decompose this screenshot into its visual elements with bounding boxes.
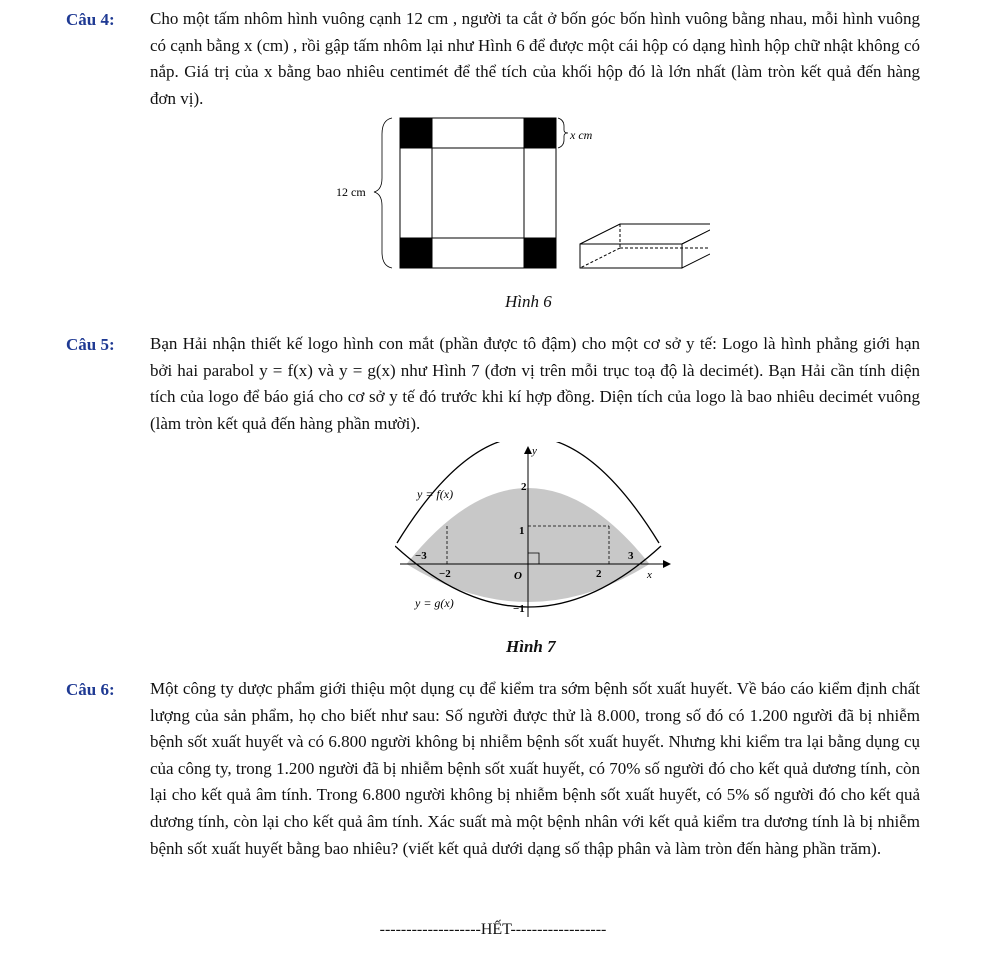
question-6-label: Câu 6:: [66, 680, 115, 699]
figure-7-caption: Hình 7: [506, 637, 556, 656]
question-4-text: Cho một tấm nhôm hình vuông cạnh 12 cm , người ta cắt ở bốn góc bốn hình vuông bằng nhau, mỗi hình vuông có cạnh bằng x (cm) , rồi gập tấm nhôm lại như Hình 6 để được một cái hộp có dạng hình hộp chữ nhật không có nắp. Giá trị của x bằng bao nhiêu centimét để thể tích của khối hộp đó là lớn nhất (làm tròn kết quả đến hàng đơn vị).: [150, 9, 920, 108]
corner-square-tr: [524, 118, 556, 148]
figure-6-caption: Hình 6: [505, 292, 552, 311]
y-axis-label: y: [532, 445, 537, 457]
f-label: y = f(x): [417, 487, 454, 501]
brace-left: [374, 118, 392, 268]
corner-square-bl: [400, 238, 432, 268]
x-axis-label: x: [647, 569, 652, 581]
question-5-text: Bạn Hải nhận thiết kế logo hình con mắt (phần được tô đậm) cho một cơ sở y tế: Logo là hình phẳng giới hạn bởi hai parabol y = f(x) và y = g(x) như Hình 7 (đơn vị trên mỗi trục toạ độ là decimét). Bạn Hải cần tính diện tích của logo để báo giá cho cơ sở y tế đó trước khi kí hợp đồng. Diện tích của logo là bao nhiêu decimét vuông (làm tròn kết quả đến hàng phần mười).: [150, 334, 920, 433]
question-6-text: Một công ty dược phẩm giới thiệu một dụng cụ để kiểm tra sớm bệnh sốt xuất huyết. Về báo cáo kiểm định chất lượng của sản phẩm, họ cho biết như sau: Số người được thử là 8.000, trong số đó có 1.200 người đã bị nhiễm bệnh sốt xuất huyết và có 6.800 người không bị nhiễm bệnh sốt xuất huyết. Nhưng khi kiểm tra lại bằng dụng cụ của công ty, trong 1.200 người đã bị nhiễm bệnh sốt xuất huyết, có 70% số người đó cho kết quả dương tính, còn lại cho kết quả âm tính. Trong 6.800 người không bị nhiễm bệnh sốt xuất huyết, có 5% số người đó cho kết quả dương tính, còn lại cho kết quả âm tính. Xác suất mà một bệnh nhân với kết quả kiểm tra dương tính là bị nhiễm bệnh sốt xuất huyết bằng bao nhiêu? (viết kết quả dưới dạng số thập phân và làm tròn đến hàng phần trăm).: [150, 679, 920, 858]
question-4-label: Câu 4:: [66, 10, 115, 29]
open-box: [580, 224, 710, 268]
tick-x-2: 2: [596, 568, 602, 580]
tick-y-1: 1: [519, 525, 525, 537]
corner-square-br: [524, 238, 556, 268]
x-axis-arrow: [663, 560, 671, 568]
origin-label: O: [514, 570, 522, 582]
label-12cm: 12 cm: [336, 185, 366, 199]
label-xcm: x cm: [570, 128, 593, 142]
g-label: y = g(x): [415, 596, 454, 610]
brace-right: [558, 118, 568, 148]
figure-7-graph: [395, 442, 675, 622]
tick-x-3: 3: [628, 550, 634, 562]
question-5-label: Câu 5:: [66, 335, 115, 354]
corner-square-tl: [400, 118, 432, 148]
tick-x-neg3: −3: [415, 550, 427, 562]
y-axis-arrow: [524, 446, 532, 454]
end-marker: -------------------HẾT------------------: [379, 921, 607, 938]
figure-6: [330, 112, 710, 277]
tick-y-2: 2: [521, 481, 527, 493]
tick-y-neg1: −1: [513, 603, 525, 615]
tick-x-neg2: −2: [439, 568, 451, 580]
